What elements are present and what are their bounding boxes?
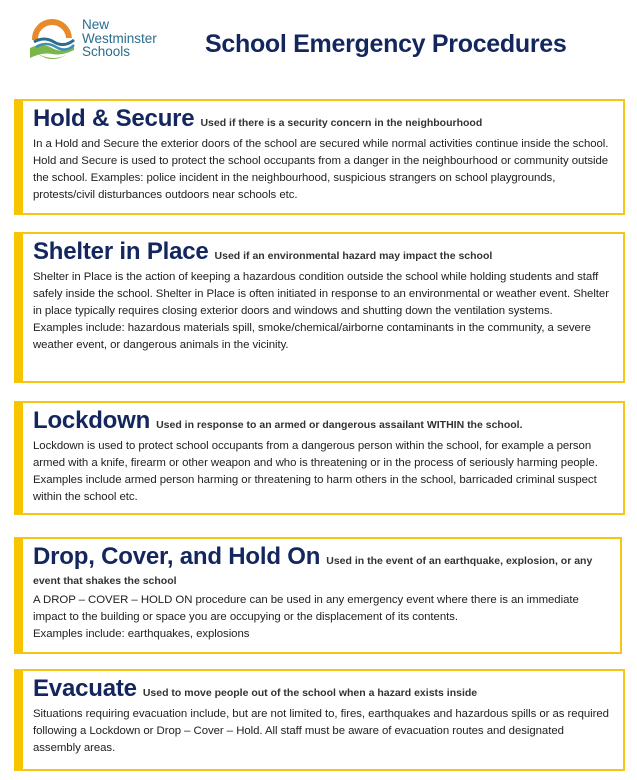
procedure-title: Drop, Cover, and Hold On	[33, 543, 321, 570]
page-title: School Emergency Procedures	[205, 30, 567, 58]
procedure-title: Lockdown	[33, 407, 151, 434]
procedure-text: Lockdown is used to protect school occupants from a dangerous person within the school, for example a person armed with a knife, firearm or other weapon and who is threatening or in the process of seriously harming people. Examples include armed person harming or threatening to harm others in the school, barricaded criminal suspect within the school etc.	[33, 440, 598, 503]
procedure-title: Evacuate	[33, 675, 137, 702]
procedure-text: A DROP – COVER – HOLD ON procedure can be used in any emergency event where there is an immediate impact to the building or space you are occupying or the displacement of its contents.	[33, 594, 579, 623]
logo	[28, 18, 178, 68]
procedure-text: Shelter in Place is the action of keeping a hazardous condition outside the school while holding students and staff safely inside the school. Shelter in Place is often initiated in response to an environmental or weather event. Shelter in place typically requires closing exterior doors and windows and shutting down the ventilation systems.	[33, 271, 609, 317]
procedure-title: Hold & Secure	[33, 105, 195, 132]
procedure-subtitle: Used if an environmental hazard may impact the school	[214, 250, 493, 262]
procedure-subtitle: Used in the event of an earthquake, explosion, or any event that shakes the school	[33, 555, 593, 587]
procedure-hold-secure	[14, 99, 625, 215]
procedure-subtitle: Used to move people out of the school when a hazard exists inside	[142, 687, 478, 699]
logo-text-line: Westminster	[82, 30, 157, 46]
procedure-shelter-in-place	[14, 232, 625, 383]
procedure-subtitle: Used in response to an armed or dangerous assailant WITHIN the school.	[156, 419, 523, 431]
procedure-text: Situations requiring evacuation include, but are not limited to, fires, earthquakes and hazardous spills or as required following a Lockdown or Drop – Cover – Hold. All staff must be aware of evacuation routes and designated assembly areas.	[33, 708, 609, 754]
logo-text-line: New	[82, 17, 110, 32]
procedure-title: Shelter in Place	[33, 238, 209, 265]
procedure-examples: Examples include: hazardous materials spill, smoke/chemical/airborne contaminants in the community, a severe weather event, or dangerous animals in the vicinity.	[33, 322, 591, 351]
logo-icon	[28, 18, 78, 64]
procedure-examples: Examples include: earthquakes, explosions	[33, 628, 250, 640]
procedure-subtitle: Used if there is a security concern in the neighbourhood	[200, 117, 483, 129]
procedure-drop-cover-hold	[14, 537, 622, 654]
procedure-evacuate	[14, 669, 625, 771]
procedure-text: In a Hold and Secure the exterior doors of the school are secured while normal activities continue inside the school. Hold and Secure is used to protect the school occupants from a danger in the neighbourhood or community outside the school. Examples: police incident in the neighbourhood, suspicious strangers on school playgrounds, protests/civil disturbances outdoors near schools etc.	[33, 138, 609, 201]
logo-text-line: Schools	[82, 44, 131, 59]
procedure-lockdown	[14, 401, 625, 515]
